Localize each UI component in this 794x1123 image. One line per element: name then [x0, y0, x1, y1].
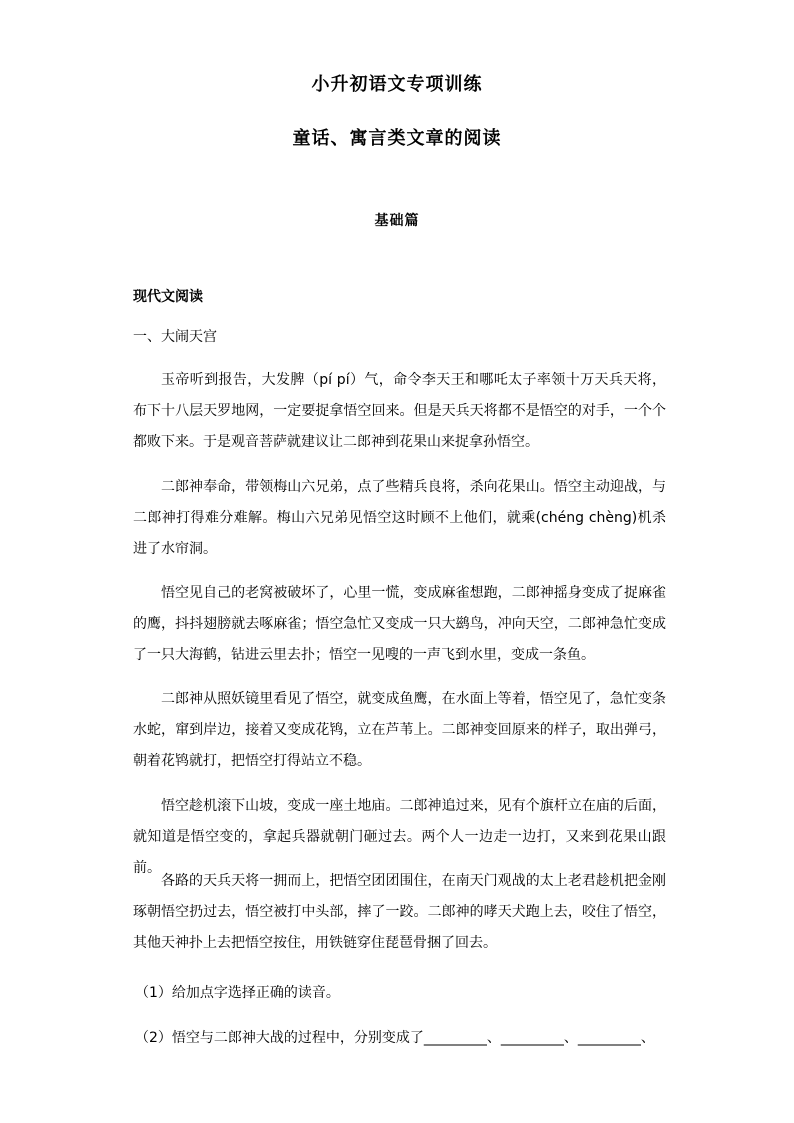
paragraph: 玉帝听到报告，大发脾（pí pí）气，命令李天王和哪吒太子率领十万天兵天将，布下十八层天罗地网，一定要捉拿悟空回来。但是天兵天将都不是悟空的对手，一个个都败下来。于是观音菩萨就建议让二郎神到花果山来捉拿孙悟空。 — [133, 372, 666, 450]
section-label: 基础篇 — [374, 213, 420, 229]
paragraph: 悟空趁机滚下山坡，变成一座土地庙。二郎神追过来，见有个旗杆立在庙的后面，就知道是悟空变的，拿起兵器就朝门砸过去。两个人一边走一边打，又来到花果山跟前。 — [133, 798, 666, 876]
paragraph: 各路的天兵天将一拥而上，把悟空团团围住，在南天门观战的太上老君趁机把金刚琢朝悟空扔过去，悟空被打中头部，摔了一跤。二郎神的哮天犬跑上去，咬住了悟空，其他天神扑上去把悟空按住，用铁链穿住琵琶骨捆了回去。 — [133, 873, 666, 951]
paragraph: 二郎神从照妖镜里看见了悟空，就变成鱼鹰，在水面上等着，悟空见了，急忙变条水蛇，窜到岸边，接着又变成花鸨，立在芦苇上。二郎神变回原来的样子，取出弹弓，朝着花鸨就打，把悟空打得站立不稳。 — [133, 691, 666, 769]
paragraph: 悟空见自己的老窝被破坏了，心里一慌，变成麻雀想跑，二郎神摇身变成了捉麻雀的鹰，抖抖翅膀就去啄麻雀；悟空急忙又变成一只大鹚鸟，冲向天空，二郎神急忙变成了一只大海鹤，钻进云里去扑；悟空一见嗖的一声飞到水里，变成一条鱼。 — [133, 585, 666, 663]
document-subtitle: 童话、寓言类文章的阅读 — [292, 128, 502, 149]
question-item: （1）给加点字选择正确的读音。 — [135, 985, 340, 1001]
paragraph: 二郎神奉命，带领梅山六兄弟，点了些精兵良将，杀向花果山。悟空主动迎战，与二郎神打得难分难解。梅山六兄弟见悟空这时顾不上他们，就乘(chéng chèng)机杀进了水帘洞。 — [133, 479, 666, 557]
passage-title: 一、大闹天宫 — [133, 329, 217, 345]
section-heading: 现代文阅读 — [133, 289, 203, 305]
question-item: （2）悟空与二郎神大战的过程中，分别变成了_________、_________、_________、 — [135, 1030, 655, 1046]
document-title: 小升初语文专项训练 — [311, 74, 483, 95]
